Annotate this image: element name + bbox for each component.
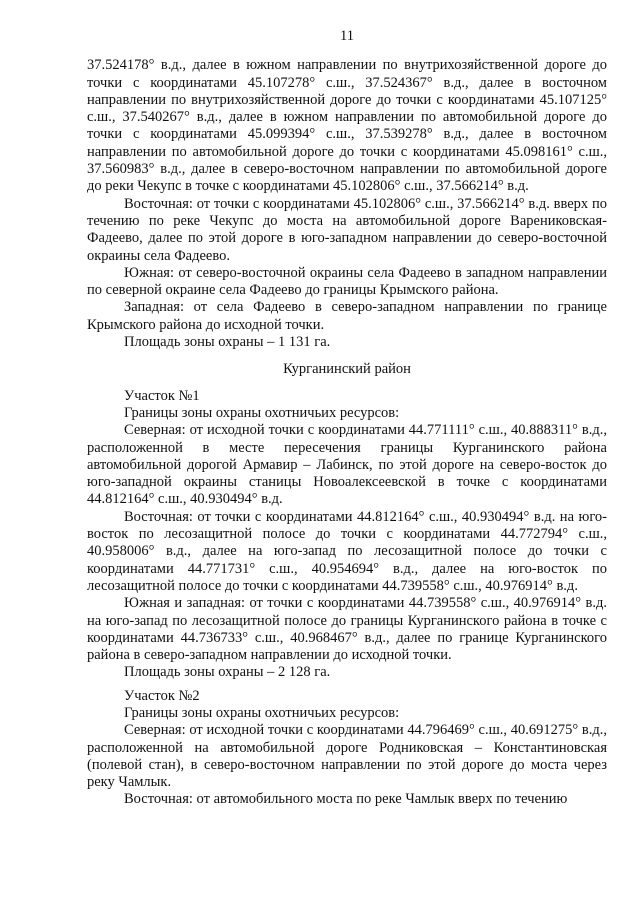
plot-1-eastern-boundary: Восточная: от точки с координатами 44.812164° с.ш., 40.930494° в.д. на юго-восток по лесозащитной полосе до точки с координатами 44.772794° с.ш., 40.958006° в.д., далее на юго-запад по лесозащитной полосе до точки с координатами 44.771731° с.ш., 40.954694° в.д., далее на юго-восток по лесозащитной полосе до точки с координатами 44.739558° с.ш., 40.976914° в.д. [87, 508, 607, 594]
plot-2-northern-boundary: Северная: от исходной точки с координатами 44.796469° с.ш., 40.691275° в.д., расположенной на автомобильной дороге Родниковская – Константиновская (полевой стан), в северо-восточном направлении по этой дороге до моста через реку Чамлык. [87, 722, 607, 791]
district-heading: Курганинский район [283, 361, 411, 378]
plot-2-title: Участок №2 [124, 687, 200, 704]
paragraph-southern-boundary: Южная: от северо-восточной окраины села Фадеево в западном направлении по северной окраине села Фадеево до границы Крымского района. [87, 264, 607, 299]
plot-1-title: Участок №1 [124, 387, 200, 404]
paragraph-western-boundary: Западная: от села Фадеево в северо-западном направлении по границе Крымского района до исходной точки. [87, 299, 607, 333]
plot-1-boundaries-intro: Границы зоны охраны охотничьих ресурсов: [124, 404, 400, 421]
plot-2-boundaries-intro: Границы зоны охраны охотничьих ресурсов: [124, 704, 400, 721]
document-page [87, 28, 607, 809]
page-number: 11 [340, 28, 354, 44]
plot-1-south-west-boundary: Южная и западная: от точки с координатами 44.739558° с.ш., 40.976914° в.д. на юго-запад по лесозащитной полосе до границы Курганинского района в точке с координатами 44.736733° с.ш., 40.968467° в.д., далее по границе Курганинского района в северо-западном направлении до исходной точки. [87, 595, 607, 664]
paragraph-protection-area: Площадь зоны охраны – 1 131 га. [124, 334, 331, 351]
paragraph-boundary-continuation: 37.524178° в.д., далее в южном направлении по внутрихозяйственной дороге до точки с координатами 45.107278° с.ш., 37.524367° в.д., далее в восточном направлении по внутрихозяйственной дороге до точки с координатами 45.107125° с.ш., 37.540267° в.д., далее в южном направлении по автомобильной дороге до точки с координатами 45.099394° с.ш., 37.539278° в.д., далее в восточном направлении по автомобильной дороге до точки с координатами 45.098161° с.ш., 37.560983° в.д., далее в северо-восточном направлении по автомобильной дороге до реки Чекупс в точке с координатами 45.102806° с.ш., 37.566214° в.д. [87, 57, 607, 195]
plot-1-protection-area: Площадь зоны охраны – 2 128 га. [124, 664, 331, 681]
plot-2-eastern-boundary: Восточная: от автомобильного моста по реке Чамлык вверх по течению [124, 791, 568, 808]
plot-1-northern-boundary: Северная: от исходной точки с координатами 44.771111° с.ш., 40.888311° в.д., расположенной в месте пересечения границы Курганинского района автомобильной дорогой Армавир – Лабинск, по этой дороге на северо-восток до юго-западной окраины станицы Новоалексеевской в точке с координатами 44.812164° с.ш., 40.930494° в.д. [87, 422, 607, 508]
paragraph-eastern-boundary: Восточная: от точки с координатами 45.102806° с.ш., 37.566214° в.д. вверх по течению по реке Чекупс до моста на автомобильной дороге Варениковская-Фадеево, далее по этой дороге в юго-западном направлении до северо-восточной окраины села Фадеево. [87, 195, 607, 264]
